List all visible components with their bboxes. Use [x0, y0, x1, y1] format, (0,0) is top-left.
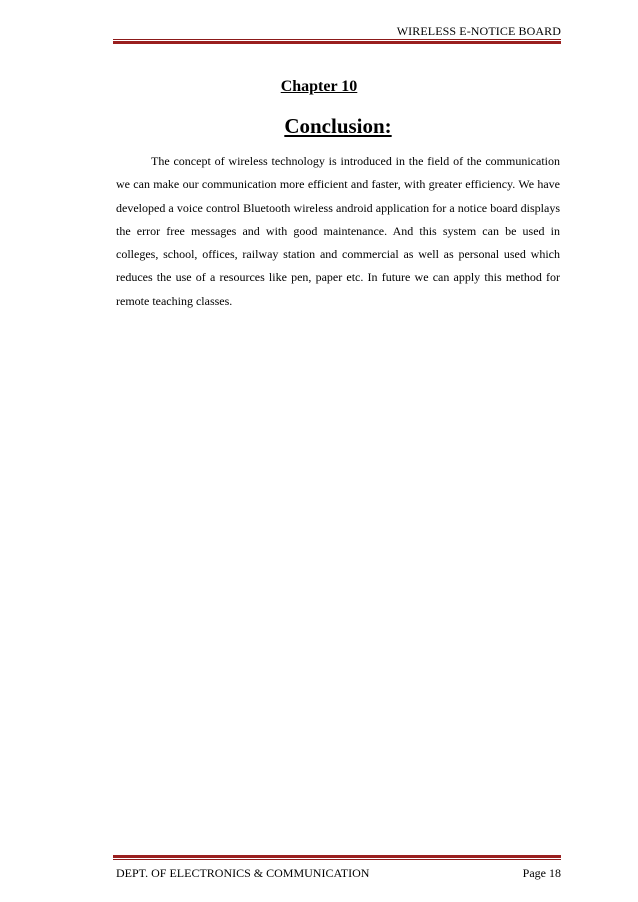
footer-rule-thick: [113, 855, 561, 858]
footer-rule-thin: [113, 859, 561, 860]
footer-department: DEPT. OF ELECTRONICS & COMMUNICATION: [116, 866, 370, 880]
section-title: Conclusion:: [284, 114, 392, 138]
running-header-title: WIRELESS E-NOTICE BOARD: [396, 24, 561, 38]
chapter-heading: Chapter 10: [280, 78, 358, 95]
header-rule-thin: [113, 39, 561, 40]
conclusion-paragraph: The concept of wireless technology is introduced in the field of the communication we can make our communication more efficient and faster, with greater efficiency. We have developed a voice control Bluetooth wireless android application for a notice board displays the error free messages and with good maintenance. And this system can be used in colleges, school, offices, railway station and commercial as well as personal used which reduces the use of a resources like pen, paper etc. In future we can apply this method for remote teaching classes.: [116, 154, 560, 308]
header-rule-thick: [113, 41, 561, 44]
page-number: Page 18: [522, 866, 561, 880]
